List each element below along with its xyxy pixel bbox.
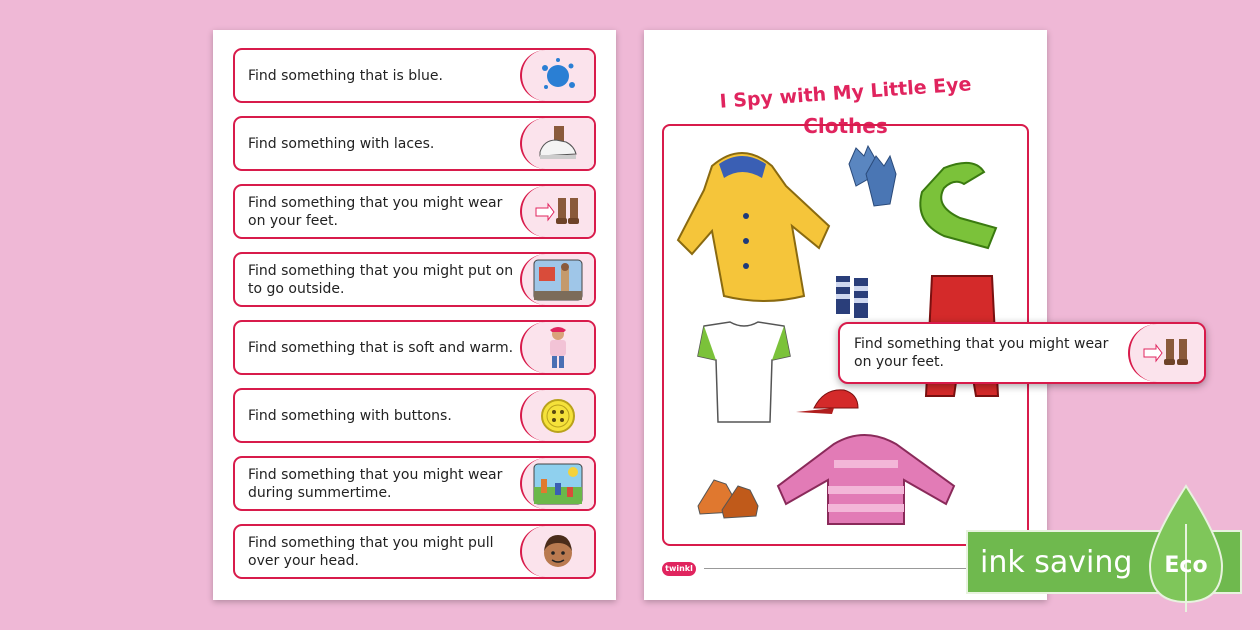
jumper-icon (778, 435, 954, 524)
card-text: Find something that is blue. (248, 67, 443, 84)
card-sheet (213, 30, 616, 600)
scarf-icon (920, 163, 996, 248)
card-summer (233, 456, 596, 511)
card-outside (233, 252, 596, 307)
twinkl-logo: twinkl (662, 562, 696, 576)
blue-splat-icon (520, 50, 594, 101)
card-blue (233, 48, 596, 103)
laced-shoe-icon (520, 118, 594, 169)
summer-scene-icon (520, 458, 594, 509)
card-laces (233, 116, 596, 171)
card-pull-over-head (233, 524, 596, 579)
warm-child-icon (520, 322, 594, 373)
feet-icon (1128, 324, 1204, 382)
card-text: Find something with laces. (248, 135, 435, 152)
child-face-icon (520, 526, 594, 577)
gloves-icon (849, 146, 896, 206)
card-text: Find something that you might wear on your feet. (248, 194, 503, 229)
ink-saving-label: ink saving (980, 544, 1133, 580)
card-text: Find something with buttons. (248, 407, 452, 424)
card-soft-warm (233, 320, 596, 375)
outside-scene-icon (520, 254, 594, 305)
card-text: Find something that you might wear on your feet. (854, 336, 1109, 370)
cap-icon (796, 390, 858, 414)
trainers-icon (698, 480, 758, 518)
card-text: Find something that is soft and warm. (248, 339, 514, 356)
clothes-sheet (644, 30, 1047, 600)
eco-drop-icon (1146, 484, 1226, 614)
card-text: Find something that you might wear during summertime. (248, 466, 503, 501)
card-text: Find something that you might pull over your head. (248, 534, 494, 569)
tshirt-icon (698, 322, 790, 422)
button-icon (520, 390, 594, 441)
feet-icon (520, 186, 594, 237)
eco-tag: Eco (1164, 553, 1208, 578)
socks-icon (836, 276, 868, 318)
raincoat-icon (678, 153, 829, 301)
floating-card-feet (838, 322, 1206, 384)
card-buttons (233, 388, 596, 443)
card-text: Find something that you might put on to go outside. (248, 262, 514, 297)
sheet-subtitle: Clothes (803, 114, 888, 138)
sheet-title: I Spy with My Little Eye (718, 73, 973, 113)
card-feet (233, 184, 596, 239)
